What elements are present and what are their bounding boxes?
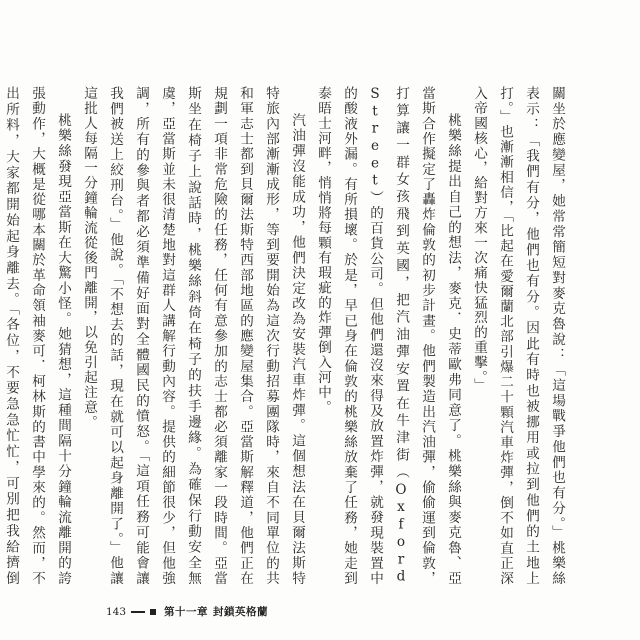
paragraph-4: 桃樂絲發現亞當斯在大驚小怪。她猜想，這種間隔十分鐘輪流離開的誇張動作，大概是從哪本關於革命領袖麥可．柯林斯的書中學來的。然而，不出所料，大家都開始起身離去。「各位，不要急急忙忙，可別把我給擠倒 xyxy=(3,86,71,586)
chapter-label: 第十一章 xyxy=(164,606,209,618)
page-number: 143 xyxy=(106,605,127,618)
vertical-text-body xyxy=(3,86,570,586)
chapter-title: 封鎖英格蘭 xyxy=(213,606,269,618)
paragraph-2: 桃樂絲提出自己的想法，麥克．史蒂歐弗同意了。桃樂絲與麥克魯、亞當斯合作擬定了轟炸倫敦的初步計畫。他們製造出汽油彈，偷偷運到倫敦，打算讓一群女孩飛到英國，把汽油彈安置在牛津街（Oxford Street）的百貨公司。但他們還沒來得及放置炸彈，就發現裝置中的酸液外漏。有所損壞。於是，早已身在倫敦的桃樂絲放棄了任務，她走到泰晤士河畔，悄悄將每顆有瑕疵的炸彈倒入河中。 xyxy=(315,86,461,586)
footer-rule xyxy=(131,611,145,613)
paragraph-1: 關坐於應變屋，她常常簡短對麥克魯說：「這場戰爭他們也有分。」桃樂絲表示：「我們有分，他們也有分。因此有時也被挪用或拉到他們的土地上打。」也漸漸相信，「比起在愛爾蘭北部引爆二十顆汽車炸彈，倒不如直正深入帝國核心，給對方來一次痛快猛烈的重擊。」 xyxy=(471,86,565,586)
paragraph-3: 汽油彈沒能成功，他們決定改為安裝汽車炸彈。這個想法在貝爾法斯特特旅內部漸漸成形，等到要開始為這次行動招募團隊時，來自不同單位的共和軍志士都到貝爾法斯特西部地區的應變屋集合。亞當斯解釋道，他們正在規劃一項非常危險的任務，任何有意參加的志士都必須離家一段時間。亞當斯坐在椅子上說話時，桃樂絲斜倚在椅子的扶手邊緣。為確保行動安全無虞，亞當斯並未很清楚地對這群人講解行動內容。提供的細節很少，但他強調，所有的參與者都必須準備好面對全體國民的憤怒。「這項任務可能會讓我們被送上絞刑台。」他說。「不想去的話，現在就可以起身離開了。」他讓這批人每隔一分鐘輪流從後門離開，以免引起注意。 xyxy=(81,86,305,586)
page-footer xyxy=(106,604,268,619)
footer-square-icon xyxy=(150,609,156,615)
